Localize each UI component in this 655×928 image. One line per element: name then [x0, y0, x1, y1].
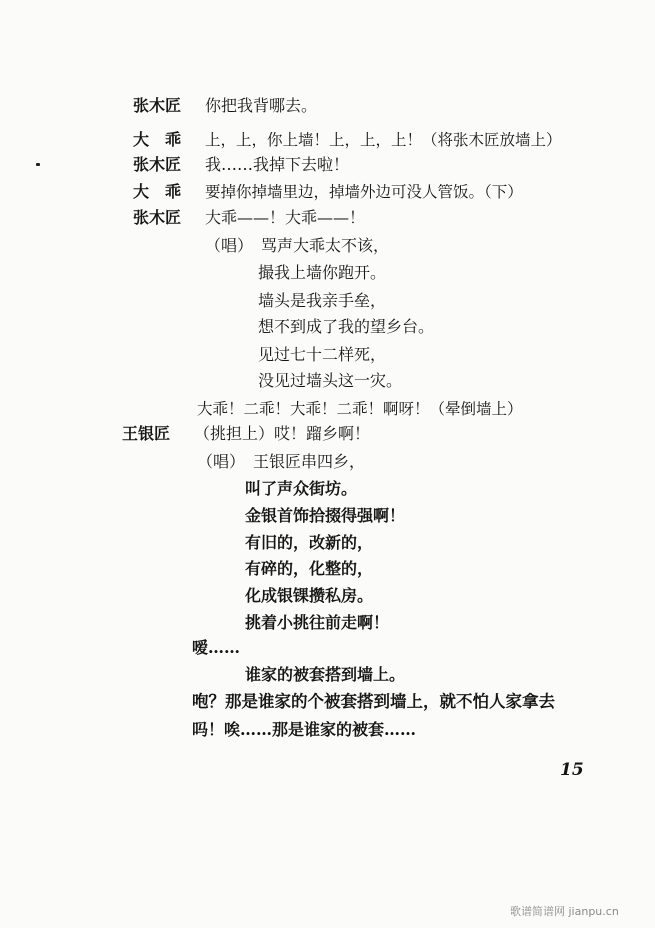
watermark: 歌谱简谱网 jianpu.cn [510, 905, 619, 918]
ink-speck [36, 163, 40, 166]
sung-line: 化成银锞攒私房。 [245, 586, 374, 605]
dialogue-line: 大乖！二乖！大乖！二乖！啊呀！（晕倒墙上） [197, 400, 523, 418]
dialogue-line: 要掉你掉墙里边，掉墙外边可没人管饭。（下） [205, 183, 523, 201]
dialogue-line: 上，上，你上墙！上，上，上！（将张木匠放墙上） [205, 131, 562, 149]
sung-line: 挑着小挑往前走啊！ [245, 613, 390, 632]
speaker-label: 张木匠 [133, 208, 182, 227]
page-number: 15 [560, 760, 584, 780]
dialogue-line: （挑担上）哎！蹓乡啊！ [194, 424, 371, 443]
sung-line: 想不到成了我的望乡台。 [258, 317, 435, 336]
sung-line: 墙头是我亲手垒， [258, 291, 387, 310]
sung-line: 有旧的，改新的， [245, 533, 374, 552]
dialogue-line: 吗！唉……那是谁家的被套…… [192, 720, 417, 739]
sung-line: 谁家的被套搭到墙上。 [245, 665, 406, 684]
sung-line: 撮我上墙你跑开。 [258, 263, 387, 282]
sung-line: 金银首饰拾掇得强啊！ [245, 506, 406, 525]
sung-line: 没见过墙头这一灾。 [258, 371, 403, 390]
sung-line: （唱） 王银匠串四乡， [197, 452, 366, 471]
sung-line: （唱） 骂声大乖太不该， [205, 236, 390, 255]
sung-line: 有碎的，化整的， [245, 559, 374, 578]
dialogue-line: 我……我掉下去啦！ [205, 155, 350, 174]
dialogue-line: 你把我背哪去。 [205, 96, 318, 115]
sung-line: 叫了声众街坊。 [245, 479, 358, 498]
dialogue-line: 咆？那是谁家的个被套搭到墙上，就不怕人家拿去 [192, 692, 555, 711]
dialogue-line: 嗳…… [192, 638, 241, 657]
dialogue-line: 大乖——！大乖——！ [205, 208, 366, 227]
speaker-label: 王银匠 [122, 424, 171, 443]
sung-line: 见过七十二样死， [258, 345, 387, 364]
speaker-label: 大 乖 [133, 130, 182, 149]
speaker-label: 大 乖 [133, 182, 182, 201]
speaker-label: 张木匠 [133, 96, 182, 115]
speaker-label: 张木匠 [133, 155, 182, 174]
